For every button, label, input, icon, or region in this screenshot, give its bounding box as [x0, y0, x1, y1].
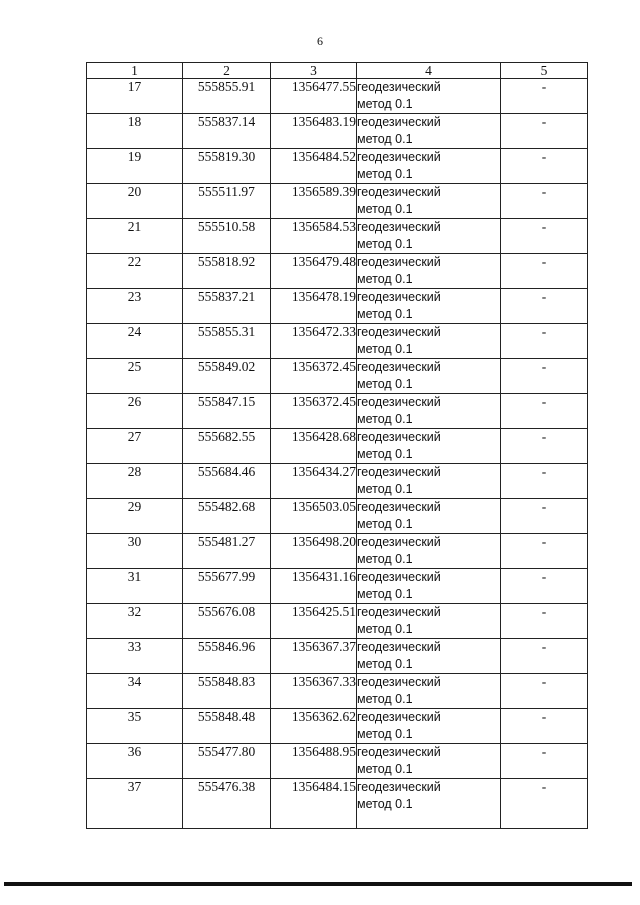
y-coordinate-cell: 1356484.52 — [271, 149, 357, 184]
note-cell: - — [501, 779, 588, 829]
method-line-1: геодезический — [357, 640, 441, 654]
method-line-1: геодезический — [357, 780, 441, 794]
point-number-cell: 32 — [87, 604, 183, 639]
method-line-2: метод 0.1 — [357, 377, 413, 391]
page-number: 6 — [317, 34, 323, 48]
method-cell — [357, 779, 501, 829]
x-coordinate-cell: 555848.48 — [183, 709, 271, 744]
method-line-2: метод 0.1 — [357, 622, 413, 636]
method-line-1: геодезический — [357, 535, 441, 549]
table-row — [87, 569, 588, 604]
note-cell: - — [501, 79, 588, 114]
method-line-1: геодезический — [357, 570, 441, 584]
method-line-1: геодезический — [357, 185, 441, 199]
note-cell: - — [501, 149, 588, 184]
x-coordinate-cell: 555510.58 — [183, 219, 271, 254]
point-number-cell: 30 — [87, 534, 183, 569]
column-header: 3 — [271, 63, 357, 79]
method-line-2: метод 0.1 — [357, 692, 413, 706]
x-coordinate-cell: 555846.96 — [183, 639, 271, 674]
method-cell — [357, 324, 501, 359]
table-row — [87, 114, 588, 149]
note-cell: - — [501, 394, 588, 429]
x-coordinate-cell: 555682.55 — [183, 429, 271, 464]
coordinates-table — [86, 62, 588, 829]
x-coordinate-cell: 555511.97 — [183, 184, 271, 219]
note-cell: - — [501, 324, 588, 359]
method-line-2: метод 0.1 — [357, 657, 413, 671]
note-cell: - — [501, 569, 588, 604]
method-line-1: геодезический — [357, 150, 441, 164]
table-row — [87, 359, 588, 394]
method-line-2: метод 0.1 — [357, 167, 413, 181]
point-number-cell: 21 — [87, 219, 183, 254]
table-row — [87, 534, 588, 569]
x-coordinate-cell: 555855.91 — [183, 79, 271, 114]
method-cell — [357, 394, 501, 429]
point-number-cell: 22 — [87, 254, 183, 289]
method-cell — [357, 674, 501, 709]
point-number-cell: 33 — [87, 639, 183, 674]
method-line-1: геодезический — [357, 325, 441, 339]
point-number-cell: 31 — [87, 569, 183, 604]
note-cell: - — [501, 744, 588, 779]
method-cell — [357, 429, 501, 464]
point-number-cell: 29 — [87, 499, 183, 534]
table-row — [87, 429, 588, 464]
point-number-cell: 27 — [87, 429, 183, 464]
y-coordinate-cell: 1356434.27 — [271, 464, 357, 499]
y-coordinate-cell: 1356477.55 — [271, 79, 357, 114]
y-coordinate-cell: 1356425.51 — [271, 604, 357, 639]
x-coordinate-cell: 555837.14 — [183, 114, 271, 149]
x-coordinate-cell: 555855.31 — [183, 324, 271, 359]
table-row — [87, 149, 588, 184]
note-cell: - — [501, 359, 588, 394]
y-coordinate-cell: 1356472.33 — [271, 324, 357, 359]
point-number-cell: 23 — [87, 289, 183, 324]
method-line-2: метод 0.1 — [357, 202, 413, 216]
note-cell: - — [501, 674, 588, 709]
x-coordinate-cell: 555849.02 — [183, 359, 271, 394]
method-line-2: метод 0.1 — [357, 727, 413, 741]
column-header: 4 — [357, 63, 501, 79]
method-line-1: геодезический — [357, 605, 441, 619]
point-number-cell: 37 — [87, 779, 183, 829]
method-line-1: геодезический — [357, 360, 441, 374]
method-cell — [357, 184, 501, 219]
note-cell: - — [501, 499, 588, 534]
note-cell: - — [501, 709, 588, 744]
method-cell — [357, 114, 501, 149]
point-number-cell: 18 — [87, 114, 183, 149]
x-coordinate-cell: 555819.30 — [183, 149, 271, 184]
method-cell — [357, 219, 501, 254]
method-cell — [357, 744, 501, 779]
method-line-2: метод 0.1 — [357, 307, 413, 321]
method-line-1: геодезический — [357, 115, 441, 129]
y-coordinate-cell: 1356483.19 — [271, 114, 357, 149]
point-number-cell: 36 — [87, 744, 183, 779]
note-cell: - — [501, 534, 588, 569]
table-row — [87, 79, 588, 114]
method-cell — [357, 534, 501, 569]
method-line-1: геодезический — [357, 675, 441, 689]
method-cell — [357, 499, 501, 534]
column-header: 1 — [87, 63, 183, 79]
y-coordinate-cell: 1356488.95 — [271, 744, 357, 779]
bottom-divider — [4, 882, 632, 886]
column-header: 5 — [501, 63, 588, 79]
method-cell — [357, 254, 501, 289]
table-row — [87, 499, 588, 534]
table-row — [87, 779, 588, 829]
column-header: 2 — [183, 63, 271, 79]
table-row — [87, 219, 588, 254]
note-cell: - — [501, 639, 588, 674]
point-number-cell: 20 — [87, 184, 183, 219]
table-row — [87, 464, 588, 499]
x-coordinate-cell: 555677.99 — [183, 569, 271, 604]
method-line-1: геодезический — [357, 395, 441, 409]
method-cell — [357, 359, 501, 394]
method-line-1: геодезический — [357, 290, 441, 304]
y-coordinate-cell: 1356367.37 — [271, 639, 357, 674]
note-cell: - — [501, 464, 588, 499]
method-line-1: геодезический — [357, 745, 441, 759]
table-row — [87, 744, 588, 779]
method-cell — [357, 289, 501, 324]
method-line-1: геодезический — [357, 500, 441, 514]
x-coordinate-cell: 555684.46 — [183, 464, 271, 499]
point-number-cell: 35 — [87, 709, 183, 744]
method-line-2: метод 0.1 — [357, 517, 413, 531]
table-row — [87, 604, 588, 639]
note-cell: - — [501, 114, 588, 149]
y-coordinate-cell: 1356484.15 — [271, 779, 357, 829]
point-number-cell: 24 — [87, 324, 183, 359]
x-coordinate-cell: 555482.68 — [183, 499, 271, 534]
method-cell — [357, 79, 501, 114]
point-number-cell: 25 — [87, 359, 183, 394]
method-line-2: метод 0.1 — [357, 342, 413, 356]
method-cell — [357, 464, 501, 499]
method-line-2: метод 0.1 — [357, 482, 413, 496]
y-coordinate-cell: 1356431.16 — [271, 569, 357, 604]
point-number-cell: 17 — [87, 79, 183, 114]
y-coordinate-cell: 1356479.48 — [271, 254, 357, 289]
method-line-1: геодезический — [357, 80, 441, 94]
table-row — [87, 324, 588, 359]
method-line-1: геодезический — [357, 255, 441, 269]
note-cell: - — [501, 219, 588, 254]
point-number-cell: 28 — [87, 464, 183, 499]
table-row — [87, 184, 588, 219]
x-coordinate-cell: 555481.27 — [183, 534, 271, 569]
y-coordinate-cell: 1356362.62 — [271, 709, 357, 744]
method-line-1: геодезический — [357, 710, 441, 724]
method-line-2: метод 0.1 — [357, 447, 413, 461]
note-cell: - — [501, 184, 588, 219]
table-row — [87, 709, 588, 744]
y-coordinate-cell: 1356367.33 — [271, 674, 357, 709]
table-row — [87, 254, 588, 289]
y-coordinate-cell: 1356503.05 — [271, 499, 357, 534]
method-cell — [357, 709, 501, 744]
method-line-1: геодезический — [357, 430, 441, 444]
table-row — [87, 394, 588, 429]
y-coordinate-cell: 1356428.68 — [271, 429, 357, 464]
x-coordinate-cell: 555848.83 — [183, 674, 271, 709]
method-line-2: метод 0.1 — [357, 762, 413, 776]
method-line-2: метод 0.1 — [357, 132, 413, 146]
method-line-2: метод 0.1 — [357, 412, 413, 426]
table-body — [87, 79, 588, 829]
method-line-2: метод 0.1 — [357, 97, 413, 111]
y-coordinate-cell: 1356498.20 — [271, 534, 357, 569]
method-cell — [357, 569, 501, 604]
method-cell — [357, 639, 501, 674]
point-number-cell: 19 — [87, 149, 183, 184]
table-header-row — [87, 63, 588, 79]
y-coordinate-cell: 1356584.53 — [271, 219, 357, 254]
y-coordinate-cell: 1356589.39 — [271, 184, 357, 219]
note-cell: - — [501, 289, 588, 324]
note-cell: - — [501, 429, 588, 464]
y-coordinate-cell: 1356372.45 — [271, 394, 357, 429]
x-coordinate-cell: 555837.21 — [183, 289, 271, 324]
y-coordinate-cell: 1356478.19 — [271, 289, 357, 324]
method-line-2: метод 0.1 — [357, 272, 413, 286]
x-coordinate-cell: 555477.80 — [183, 744, 271, 779]
x-coordinate-cell: 555676.08 — [183, 604, 271, 639]
x-coordinate-cell: 555818.92 — [183, 254, 271, 289]
x-coordinate-cell: 555476.38 — [183, 779, 271, 829]
method-cell — [357, 149, 501, 184]
point-number-cell: 34 — [87, 674, 183, 709]
method-cell — [357, 604, 501, 639]
note-cell: - — [501, 254, 588, 289]
method-line-2: метод 0.1 — [357, 237, 413, 251]
table-row — [87, 639, 588, 674]
method-line-2: метод 0.1 — [357, 797, 413, 811]
table-row — [87, 674, 588, 709]
note-cell: - — [501, 604, 588, 639]
method-line-2: метод 0.1 — [357, 552, 413, 566]
table-row — [87, 289, 588, 324]
method-line-1: геодезический — [357, 465, 441, 479]
y-coordinate-cell: 1356372.45 — [271, 359, 357, 394]
method-line-1: геодезический — [357, 220, 441, 234]
x-coordinate-cell: 555847.15 — [183, 394, 271, 429]
method-line-2: метод 0.1 — [357, 587, 413, 601]
point-number-cell: 26 — [87, 394, 183, 429]
